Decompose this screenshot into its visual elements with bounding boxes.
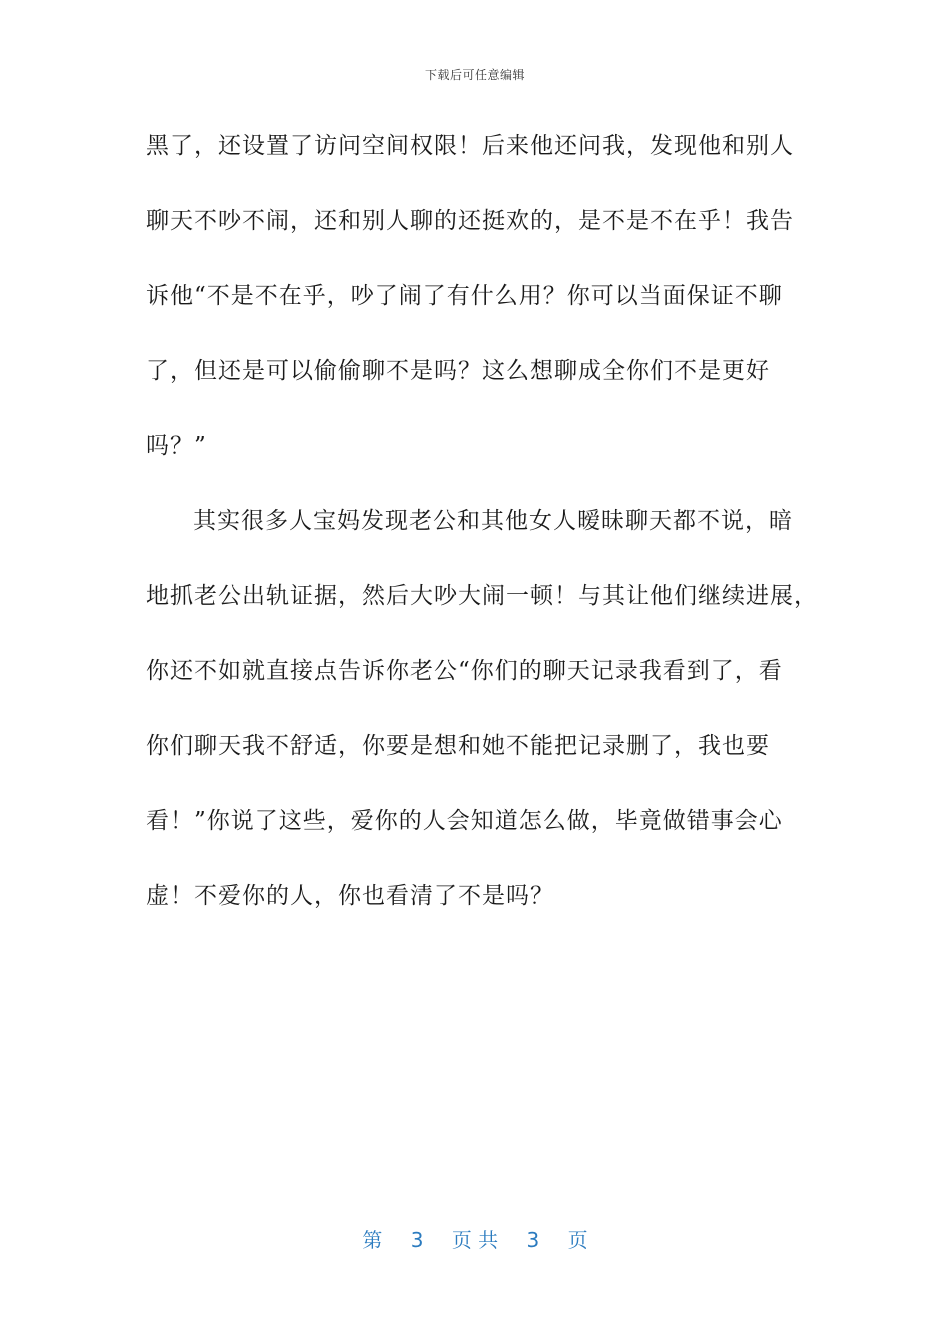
footer-middle: 页 共: [451, 1228, 499, 1252]
current-page-number: 3: [410, 1228, 424, 1252]
text-line: 聊天不吵不闹，还和别人聊的还挺欢的，是不是不在乎！我告: [146, 208, 794, 234]
text-line: 看！”你说了这些，爱你的人会知道怎么做，毕竟做错事会心: [146, 808, 783, 834]
text-line: 诉他“不是不在乎，吵了闹了有什么用？你可以当面保证不聊: [146, 283, 783, 309]
paragraph-2: [146, 495, 818, 945]
total-page-count: 3: [526, 1228, 540, 1252]
text-line: 地抓老公出轨证据，然后大吵大闹一顿！与其让他们继续进展，: [146, 583, 818, 609]
text-line: 虚！不爱你的人，你也看清了不是吗？: [146, 883, 554, 909]
text-line: 黑了，还设置了访问空间权限！后来他还问我，发现他和别人: [146, 133, 794, 159]
text-line: 了，但还是可以偷偷聊不是吗？这么想聊成全你们不是更好: [146, 358, 770, 384]
text-line: 你还不如就直接点告诉你老公“你们的聊天记录我看到了，看: [146, 658, 783, 684]
text-line: 吗？”: [146, 433, 207, 459]
page-number-footer: [0, 1224, 950, 1253]
document-body: [146, 120, 818, 945]
footer-suffix: 页: [567, 1228, 588, 1252]
text-line: 你们聊天我不舒适，你要是想和她不能把记录删了，我也要: [146, 733, 770, 759]
page-header: 下载后可任意编辑: [424, 68, 525, 82]
footer-prefix: 第: [362, 1228, 383, 1252]
paragraph-1: [146, 120, 811, 495]
text-line: 其实很多人宝妈发现老公和其他女人暧昧聊天都不说，暗: [193, 508, 793, 534]
